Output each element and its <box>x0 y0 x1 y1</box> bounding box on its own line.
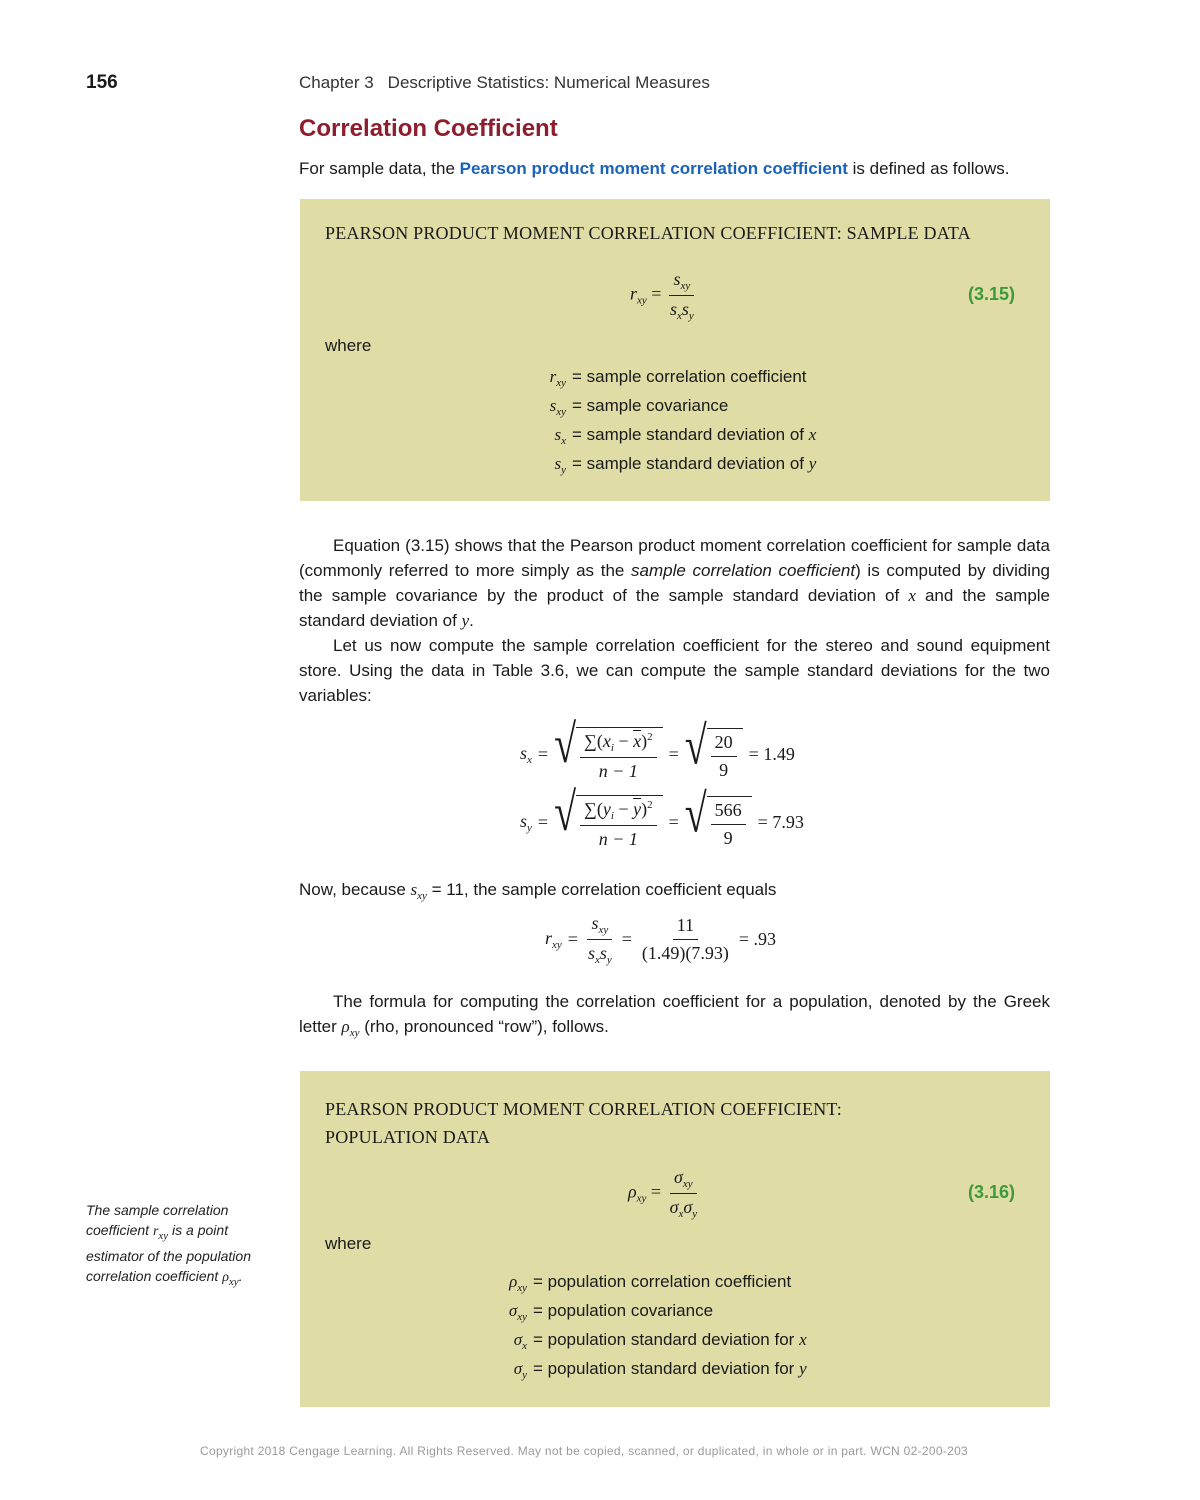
paragraph: Now, because $s_{xy} = 11$, the sample correlation coefficient equals <box>299 880 777 902</box>
equation-number: (3.15) <box>968 284 1016 304</box>
sy-calculation: $s_y$ = √ $\frac{\sum(y_i - \overline{y})^2}{n - 1}$ = √ $\frac{566}{9}$ = 7.93 <box>520 781 804 849</box>
r-result: = .93 <box>738 929 777 949</box>
equation-3-15: $r_{xy}$ = $\frac{s_{xy}}{s_xs_y}$ <box>630 269 694 322</box>
copyright-footer: Copyright 2018 Cengage Learning. All Rights Reserved. May not be copied, scanned, or duplicated, in whole or in part. WCN 02-200-203 <box>200 1444 969 1458</box>
sx-calculation: $s_x$ = √ $\frac{\sum(x_i - \overline{x})^2}{n - 1}$ = √ $\frac{20}{9}$ = 1.49 <box>520 713 795 781</box>
intro-sentence <box>299 159 1009 179</box>
definition-box-sample: PEARSON PRODUCT MOMENT CORRELATION COEFFICIENT: SAMPLE DATA $r_{xy}$ = $\frac{s_{xy}}{s_xs_y}$ (3.15) where $r_{xy}$ = sample correlation coefficient $s_{xy}$ = sample covariance $s_x$ = sample standard deviation of x $s_y$ = sample standard deviation of y <box>300 199 1050 501</box>
box-heading: PEARSON PRODUCT MOMENT CORRELATION COEFFICIENT: POPULATION DATA <box>325 1099 842 1147</box>
body-paragraphs <box>299 533 1050 708</box>
paragraph: Let us now compute the sample correlation coefficient for the stereo and sound equipment store. Using the data in Table 3.6, we can compute the sample standard deviations for the two variables: <box>299 636 1050 705</box>
equation-3-16: $\rho_{xy}$ = $\frac{\sigma_{xy}}{\sigma_x\sigma_y}$ <box>628 1167 698 1220</box>
chapter-title: Descriptive Statistics: Numerical Measures <box>387 73 710 92</box>
sx-result: = 1.49 <box>748 744 795 764</box>
where-label: where <box>325 336 372 355</box>
margin-note: The sample correlation coefficient $r_{xy}$ is a point estimator of the population correlation coefficient $\rho_{xy}$. <box>86 1202 251 1288</box>
glossary-term[interactable]: Pearson product moment correlation coefficient <box>459 159 848 178</box>
equation-number: (3.16) <box>968 1182 1016 1202</box>
box-heading: PEARSON PRODUCT MOMENT CORRELATION COEFFICIENT: SAMPLE DATA <box>325 223 971 243</box>
r-calculation: $r_{xy}$ = $\frac{s_{xy}}{s_xs_y}$ = $\frac{11}{(1.49)(7.93)}$ = .93 <box>545 913 777 966</box>
paragraph: Equation (3.15) shows that the Pearson product moment correlation coefficient for sample data (commonly referred to more simply as the sample correlation coefficient) is computed by dividing the sample covariance by the product of the sample standard deviation of x and the sample standard deviation of y. <box>299 536 1051 630</box>
intro-text-end: is defined as follows. <box>847 159 1010 178</box>
paragraph: The formula for computing the correlation coefficient for a population, denoted by the Greek letter $\rho_{xy}$ (rho, pronounced “row”), follows. <box>299 992 1050 1039</box>
running-head <box>299 73 710 93</box>
where-label: where <box>325 1234 372 1253</box>
intro-text: For sample data, the <box>299 159 460 178</box>
emphasis: sample correlation coefficient <box>631 561 856 580</box>
page-number: 156 <box>86 72 118 93</box>
definition-box-population: PEARSON PRODUCT MOMENT CORRELATION COEFFICIENT: POPULATION DATA $\rho_{xy}$ = $\frac{\sigma_{xy}}{\sigma_x\sigma_y}$ (3.16) where $\rho_{xy}$ = population correlation coefficient $\sigma_{xy}$ = population covariance $\sigma_x$ = population standard deviation for x $\sigma_y$ = population standard deviation for y <box>300 1071 1050 1407</box>
sy-result: = 7.93 <box>757 812 804 832</box>
chapter-label: Chapter 3 <box>299 73 374 92</box>
section-title: Correlation Coefficient <box>299 115 558 142</box>
